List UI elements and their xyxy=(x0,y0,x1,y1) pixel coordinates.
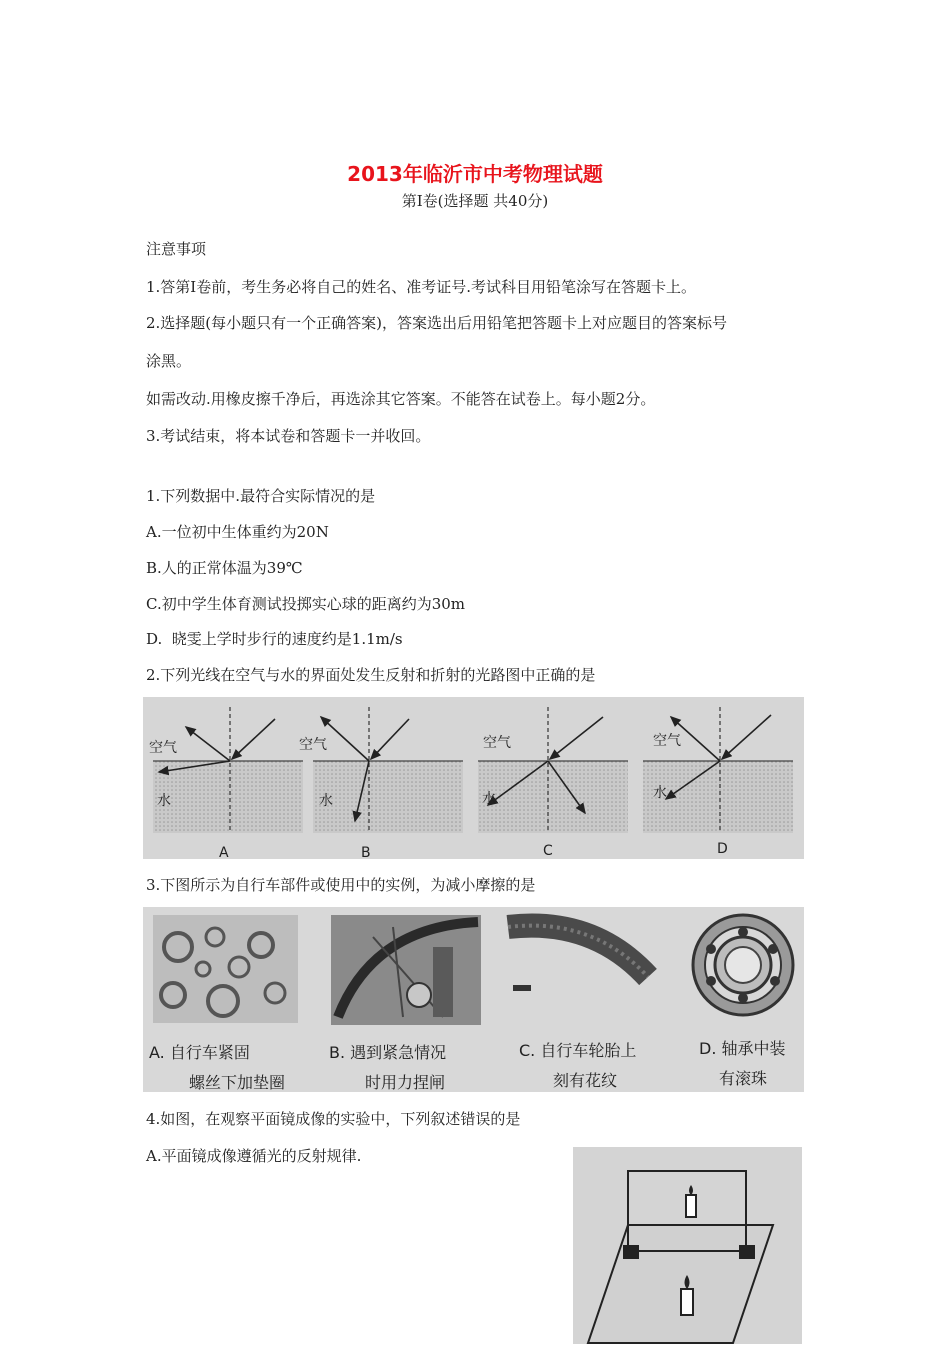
caption-c-line1: C. 自行车轮胎上 xyxy=(519,1041,637,1060)
caption-c-line2: 刻有花纹 xyxy=(553,1071,618,1090)
panel-label-b: B xyxy=(361,845,371,859)
light-path-figure xyxy=(143,697,804,859)
notice-item: 如需改动.用橡皮擦千净后，再选涂其它答案。不能答在试卷上。每小题2分。 xyxy=(146,390,656,408)
plane-mirror-figure xyxy=(573,1147,802,1344)
question-1-stem: 1.下列数据中.最符合实际情况的是 xyxy=(146,487,376,505)
air-label-d: 空气 xyxy=(653,733,681,749)
question-2-stem: 2.下列光线在空气与水的界面处发生反射和折射的光路图中正确的是 xyxy=(146,666,596,684)
page-subtitle: 第Ⅰ卷(选择题 共40分) xyxy=(401,192,549,210)
tire-photo xyxy=(508,926,648,991)
water-label-c: 水 xyxy=(482,791,496,807)
bearing-photo xyxy=(693,915,793,1015)
caption-b-line2: 时用力捏闸 xyxy=(365,1073,446,1092)
panel-label-d: D xyxy=(717,841,728,857)
panel-label-a: A xyxy=(219,845,229,859)
bicycle-parts-photos xyxy=(143,907,804,1027)
water-label-d: 水 xyxy=(653,785,667,801)
bicycle-parts-figure xyxy=(143,907,804,1092)
light-path-diagrams xyxy=(143,697,804,859)
caption-a-line1: A. 自行车紧固 xyxy=(149,1043,250,1062)
question-1-option-b: B.人的正常体温为39℃ xyxy=(146,559,303,577)
panel-d xyxy=(643,707,793,833)
plane-mirror-diagram xyxy=(573,1147,802,1344)
air-label-c: 空气 xyxy=(483,735,511,751)
caption-d-line2: 有滚珠 xyxy=(719,1069,768,1088)
water-label-b: 水 xyxy=(319,793,333,809)
caption-d-line1: D. 轴承中装 xyxy=(699,1039,786,1058)
panel-c xyxy=(478,707,628,833)
air-label-b: 空气 xyxy=(299,737,327,753)
caption-b-line1: B. 遇到紧急情况 xyxy=(329,1043,447,1062)
panel-b xyxy=(313,707,463,833)
question-1-option-d: D. 晓雯上学时步行的速度约是1.1m/s xyxy=(146,630,403,648)
brake-photo xyxy=(331,915,481,1025)
notice-item: 1.答第Ⅰ卷前，考生务必将自己的姓名、准考证号.考试科目用铅笔涂写在答题卡上。 xyxy=(146,278,697,296)
water-label-a: 水 xyxy=(157,793,171,809)
notice-heading: 注意事项 xyxy=(146,240,207,258)
question-3-stem: 3.下图所示为自行车部件或使用中的实例，为减小摩擦的是 xyxy=(146,876,536,894)
notice-item: 涂黑。 xyxy=(146,352,192,370)
washers-photo xyxy=(153,915,298,1023)
page-title: 2013年临沂市中考物理试题 xyxy=(347,162,603,186)
panel-label-c: C xyxy=(543,843,553,859)
panel-a xyxy=(153,707,303,833)
question-1-option-c: C.初中学生体育测试投掷实心球的距离约为30m xyxy=(146,595,466,613)
notice-item: 3.考试结束，将本试卷和答题卡一并收回。 xyxy=(146,427,431,445)
question-1-option-a: A.一位初中生体重约为20N xyxy=(146,523,329,541)
question-4-option-a: A.平面镜成像遵循光的反射规律. xyxy=(146,1147,362,1165)
air-label-a: 空气 xyxy=(149,740,177,756)
caption-a-line2: 螺丝下加垫圈 xyxy=(189,1073,286,1092)
notice-item: 2.选择题(每小题只有一个正确答案)，答案选出后用铅笔把答题卡上对应题目的答案标号 xyxy=(146,314,728,332)
question-4-stem: 4.如图，在观察平面镜成像的实验中，下列叙述错误的是 xyxy=(146,1110,521,1128)
